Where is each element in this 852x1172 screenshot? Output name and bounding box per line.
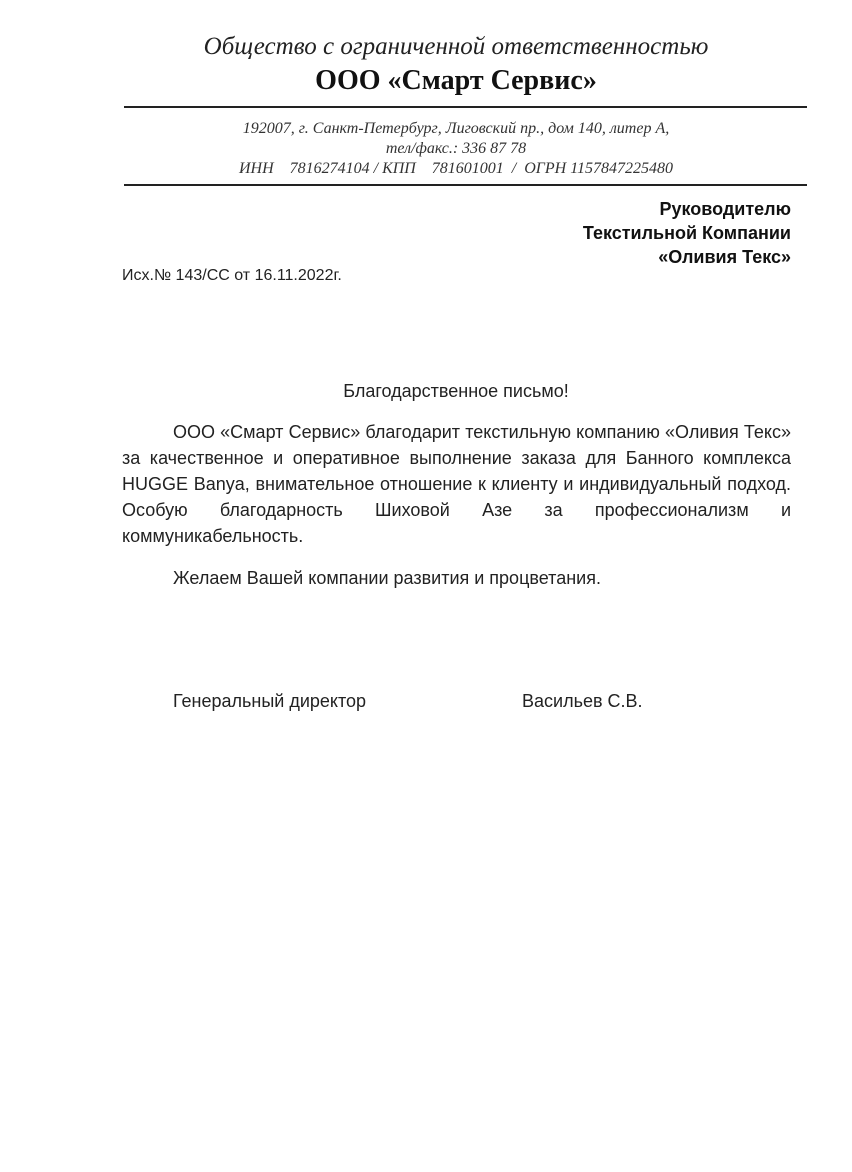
recipient-line: Текстильной Компании: [582, 223, 791, 243]
recipient-line: «Оливия Текс»: [658, 247, 791, 267]
letterhead-org-type: Общество с ограниченной ответственностью: [203, 33, 709, 60]
letter-title: Благодарственное письмо!: [343, 381, 569, 401]
letterhead-registration: ИНН 7816274104 / КПП 781601001 / ОГРН 1157847225480: [238, 160, 674, 177]
recipient-line: Руководителю: [659, 199, 791, 219]
letter-closing-paragraph: Желаем Вашей компании развития и процветания.: [173, 568, 601, 588]
signature-position: Генеральный директор: [173, 691, 367, 711]
recipient-block: [583, 197, 791, 269]
letterhead-company-name: ООО «Смарт Сервис»: [315, 65, 597, 96]
letterhead-address: 192007, г. Санкт-Петербург, Лиговский пр., дом 140, литер А,: [242, 120, 670, 137]
letterhead-phone: тел/факс.: 336 87 78: [385, 140, 527, 157]
letter-body-paragraph: ООО «Смарт Сервис» благодарит текстильную компанию «Оливия Текс» за качественное и оперативное выполнение заказа для Банного комплекса HUGGE Banya, внимательное отношение к клиенту и индивидуальный подход. Особую благодарность Шиховой Азе за профессионализм и коммуникабельность.: [122, 422, 791, 546]
signature-name: Васильев С.В.: [522, 691, 643, 711]
outgoing-reference: Исх.№ 143/СС от 16.11.2022г.: [122, 267, 342, 284]
letterhead-top-divider: [124, 106, 807, 108]
letterhead-bottom-divider: [124, 184, 807, 186]
